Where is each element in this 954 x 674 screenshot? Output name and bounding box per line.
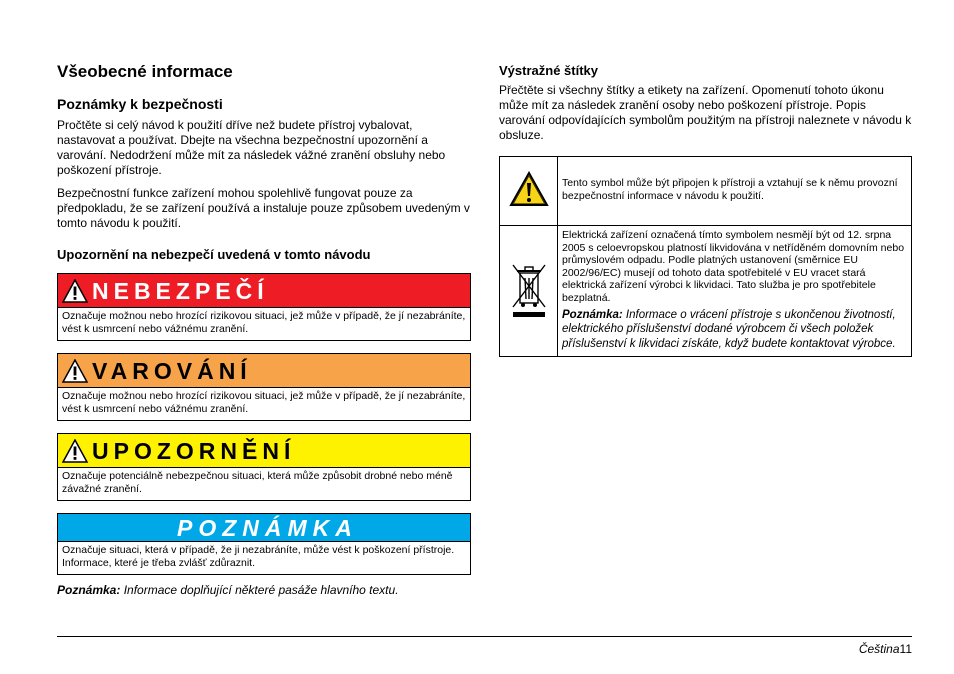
warning-triangle-icon — [509, 171, 549, 207]
note-text: Informace doplňující některé pasáže hlavního textu. — [120, 583, 399, 597]
weee-text: Elektrická zařízení označená tímto symbolem nesmějí být od 12. srpna 2005 s celoevropskou platností likvidována v netříděném domovním nebo průmyslovém odpadu. Podle platných ustanovení (směrnice EU 2002/96/EC) musejí od tohoto data spotřebitelé v EU vracet stará elektrická zařízení výrobci k likvidaci. Tato služba je pro spotřebitele bezplatná. — [562, 229, 905, 304]
note-paragraph — [57, 583, 471, 598]
description-cell — [558, 226, 912, 357]
intro-paragraph: Pročtěte si celý návod k použití dříve než budete přístroj vybalovat, nastavovat a používat. Dbejte na všechna bezpečnostní upozornění a varování. Nedodržení může mít za následek vážné zranění obsluhy nebo poškození přístroje. — [57, 118, 446, 177]
warning-text: Označuje možnou nebo hrozící rizikovou situaci, jež může v případě, že jí nezabráníte, vést k usmrcení nebo vážnému zranění. — [62, 390, 466, 415]
page-footer — [859, 642, 912, 656]
safety-subheading: Poznámky k bezpečnosti — [57, 96, 223, 112]
table-row — [500, 226, 912, 357]
footer-rule — [57, 636, 912, 637]
safety-features-paragraph: Bezpečnostní funkce zařízení mohou spolehlivě fungovat pouze za předpokladu, že se zařízení používá a instaluje pouze způsobem uvedeným v tomto návodu k použití. — [57, 186, 470, 230]
crossed-bin-icon — [508, 258, 550, 320]
labels-heading: Výstražné štítky — [499, 63, 598, 78]
weee-note-text: Informace o vrácení přístroje s ukončenou životností, elektrického příslušenství dodané výrobcem či všech položek příslušenství k likvidaci získáte, když budete kontaktovat výrobce. — [562, 308, 896, 350]
labels-paragraph: Přečtěte si všechny štítky a etikety na zařízení. Opomenutí tohoto úkonu může mít za následek zranění osoby nebo poškození přístroje. Popis varování odpovídajících symbolům použitým na přístroji naleznete v návodu k obsluze. — [499, 83, 912, 142]
notice-word: POZNÁMKA — [177, 514, 358, 541]
danger-word: NEBEZPEČÍ — [92, 277, 269, 304]
notice-box — [57, 513, 471, 575]
note-label: Poznámka: — [57, 583, 121, 597]
caution-box — [57, 433, 471, 501]
warning-triangle-icon — [62, 359, 88, 383]
left-column — [57, 62, 471, 598]
footer-language: Čeština — [858, 642, 900, 656]
hazards-heading: Upozornění na nebezpečí uvedená v tomto návodu — [57, 247, 371, 262]
caution-text: Označuje potenciálně nebezpečnou situaci, která může způsobit drobné nebo méně závažné zranění. — [62, 470, 453, 495]
warning-banner — [58, 354, 470, 388]
warning-word: VAROVÁNÍ — [92, 357, 252, 384]
symbol-cell — [500, 157, 558, 226]
symbol-cell — [500, 226, 558, 357]
right-column — [499, 63, 912, 357]
danger-box — [57, 273, 471, 341]
caution-banner — [58, 434, 470, 468]
weee-note-label: Poznámka: — [562, 308, 623, 321]
notice-banner — [58, 514, 470, 542]
caution-word: UPOZORNĚNÍ — [92, 437, 296, 464]
danger-text: Označuje možnou nebo hrozící rizikovou situaci, jež může v případě, že jí nezabráníte, vést k usmrcení nebo vážnému zranění. — [62, 310, 466, 335]
notice-text: Označuje situaci, která v případě, že ji nezabráníte, může vést k poškození přístroje. Informace, které je třeba zvlášť zdůraznit. — [62, 544, 455, 569]
warning-symbol-text: Tento symbol může být připojen k přístroji a vztahují se k němu provozní bezpečnostní informace v návodu k použití. — [562, 177, 898, 202]
description-cell — [558, 157, 912, 226]
table-row — [500, 157, 912, 226]
warning-triangle-icon — [62, 279, 88, 303]
warning-box — [57, 353, 471, 421]
labels-table — [499, 156, 912, 357]
weee-note — [562, 308, 907, 352]
danger-banner — [58, 274, 470, 308]
warning-triangle-icon — [62, 439, 88, 463]
page-number: 11 — [899, 642, 912, 656]
section-heading: Všeobecné informace — [57, 62, 233, 81]
